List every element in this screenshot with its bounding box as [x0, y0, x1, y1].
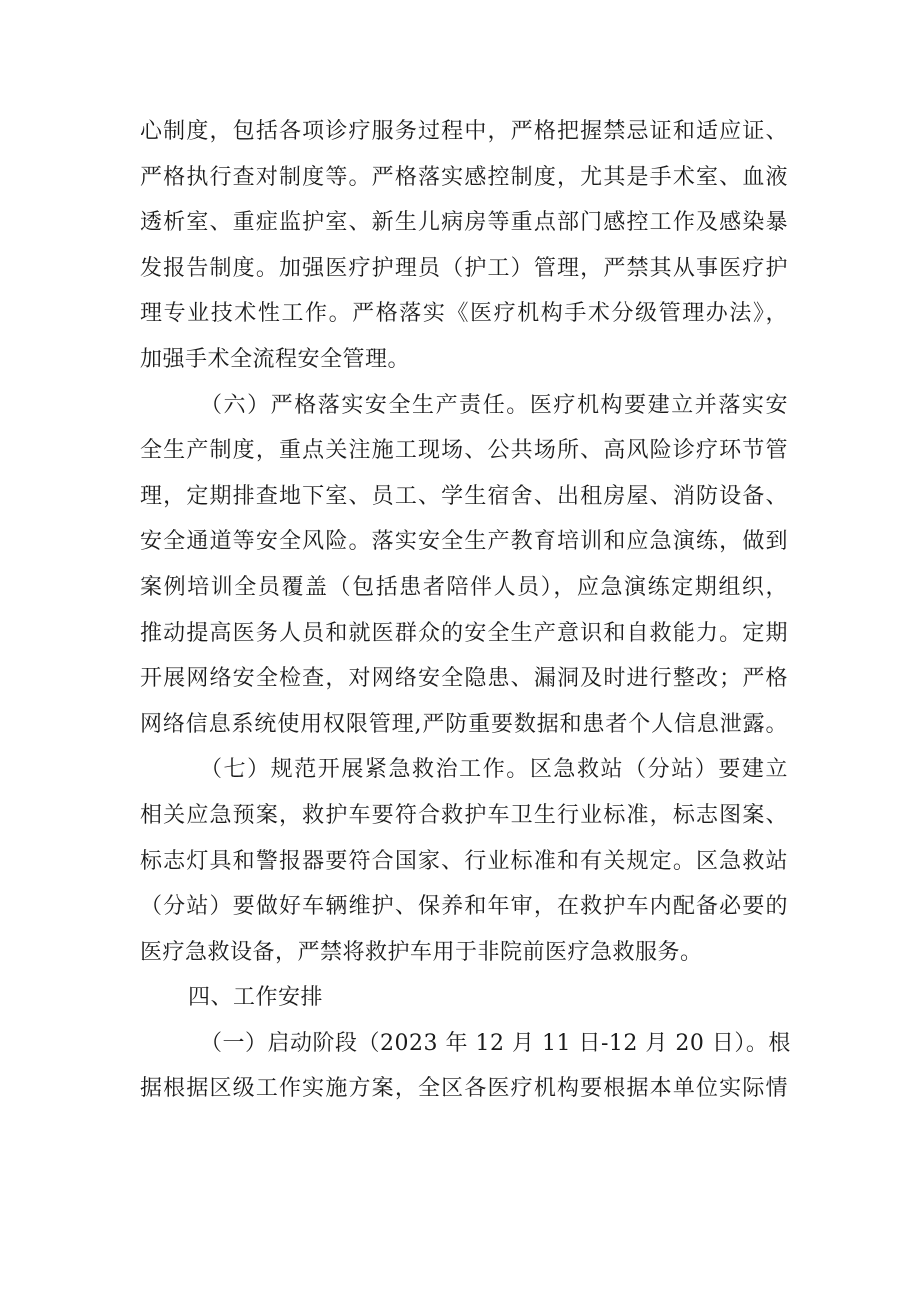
document-body — [140, 109, 791, 1112]
text-line: 案例培训全员覆盖（包括患者陪伴人员），应急演练定期组织， — [140, 574, 788, 600]
paragraph-heading-line: （一）启动阶段（2023 年 12 月 11 日-12 月 20 日）。根 — [200, 1030, 791, 1056]
paragraph-heading-line: （七）规范开展紧急救治工作。区急救站（分站）要建立 — [200, 757, 788, 783]
text-line: 严格执行查对制度等。严格落实感控制度，尤其是手术室、血液 — [140, 164, 788, 190]
text-line: 理，定期排查地下室、员工、学生宿舍、出租房屋、消防设备、 — [140, 483, 788, 509]
text-line: 标志灯具和警报器要符合国家、行业标准和有关规定。区急救站 — [140, 848, 788, 874]
text-line: 发报告制度。加强医疗护理员（护工）管理，严禁其从事医疗护 — [140, 255, 788, 281]
text-line: 推动提高医务人员和就医群众的安全生产意识和自救能力。定期 — [140, 620, 788, 646]
text-line: 安全通道等安全风险。落实安全生产教育培训和应急演练，做到 — [140, 529, 788, 555]
text-line: （分站）要做好车辆维护、保养和年审，在救护车内配备必要的 — [140, 894, 788, 920]
text-line: 开展网络安全检查，对网络安全隐患、漏洞及时进行整改；严格 — [140, 666, 788, 692]
text-line: 网络信息系统使用权限管理,严防重要数据和患者个人信息泄露。 — [140, 711, 788, 737]
text-line: 医疗急救设备，严禁将救护车用于非院前医疗急救服务。 — [140, 939, 703, 965]
text-line: 心制度，包括各项诊疗服务过程中，严格把握禁忌证和适应证、 — [140, 119, 788, 144]
text-line: 透析室、重症监护室、新生儿病房等重点部门感控工作及感染暴 — [140, 210, 788, 236]
text-line: 理专业技术性工作。严格落实《医疗机构手术分级管理办法》， — [140, 301, 788, 327]
paragraph-heading-line: （六）严格落实安全生产责任。医疗机构要建立并落实安 — [200, 392, 788, 418]
text-line: 据根据区级工作实施方案，全区各医疗机构要根据本单位实际情 — [140, 1076, 788, 1102]
section-heading: 四、工作安排 — [188, 985, 324, 1011]
text-line: 相关应急预案，救护车要符合救护车卫生行业标准，标志图案、 — [140, 802, 788, 828]
text-line: 加强手术全流程安全管理。 — [140, 346, 411, 372]
text-line: 全生产制度，重点关注施工现场、公共场所、高风险诊疗环节管 — [140, 438, 788, 464]
